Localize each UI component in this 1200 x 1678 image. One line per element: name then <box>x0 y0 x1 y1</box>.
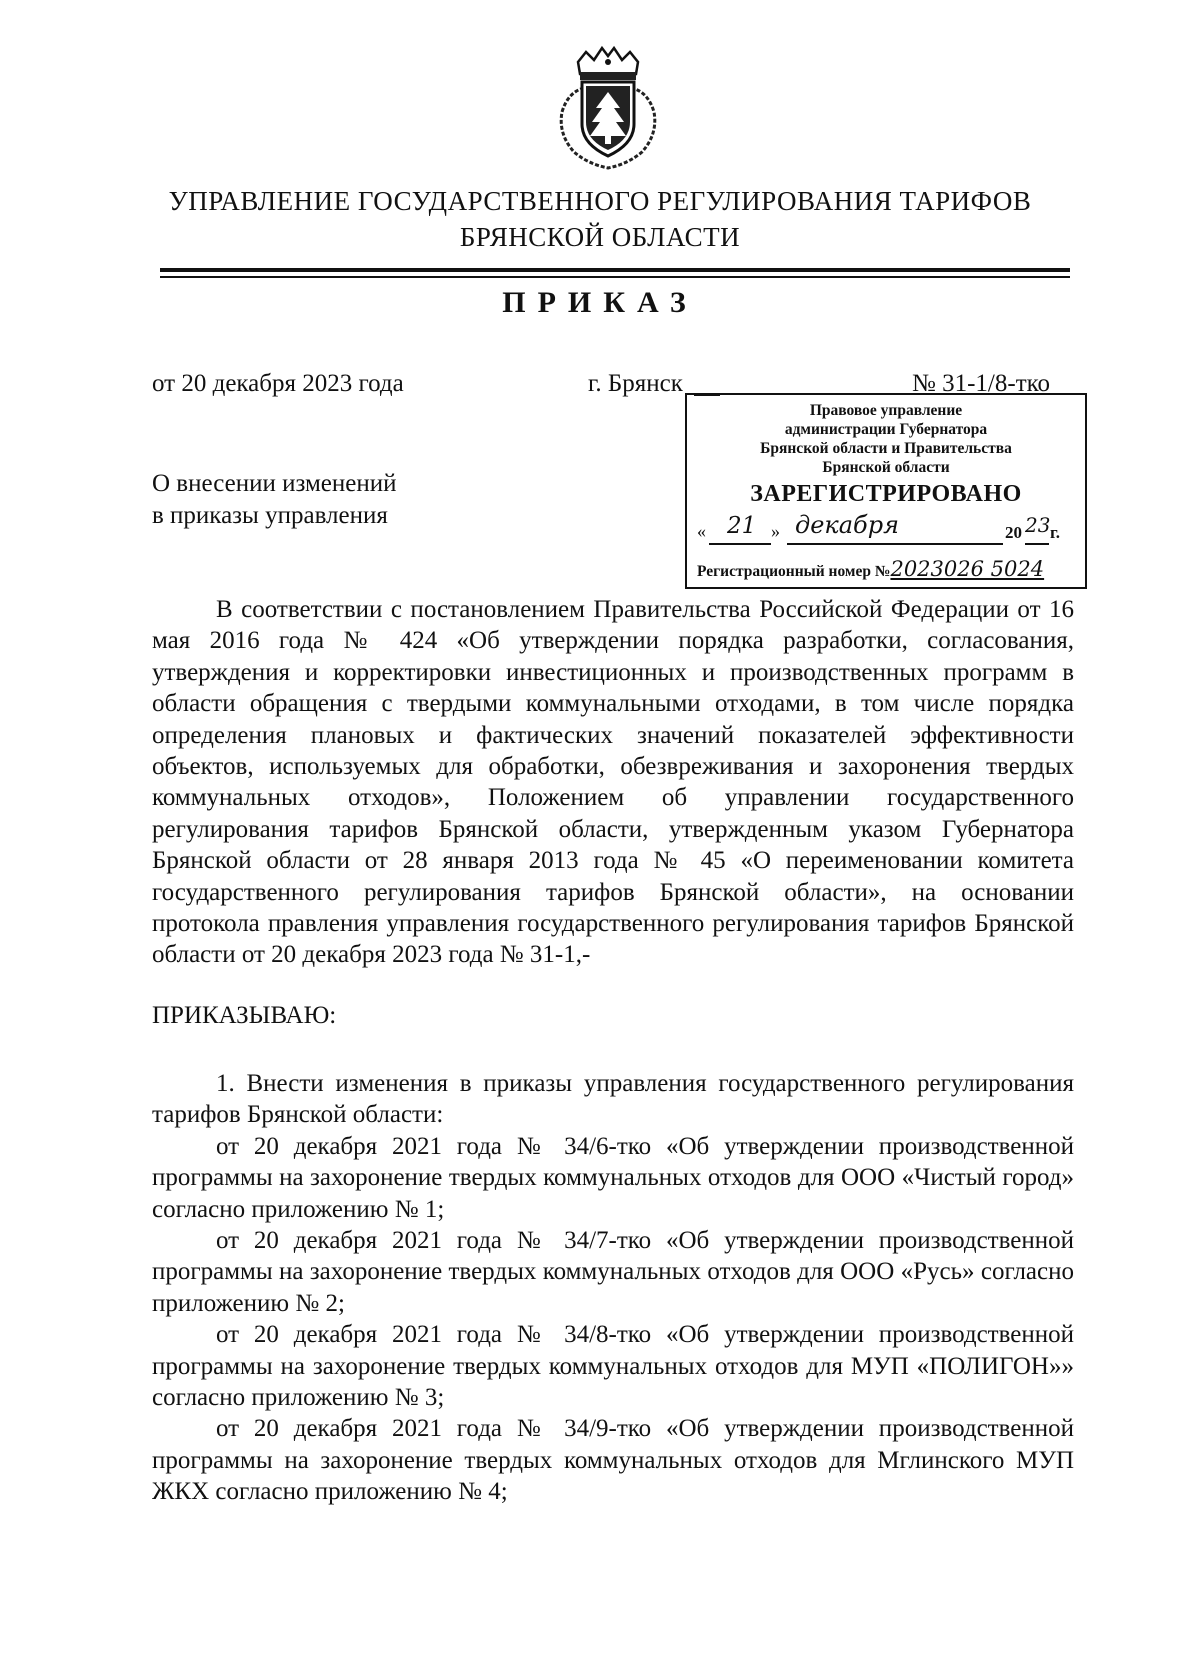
stamp-quote-close: » <box>771 521 780 541</box>
stamp-month-handwritten: декабря <box>795 511 899 539</box>
header-rule-thick <box>160 268 1070 272</box>
item1-sub4: от 20 декабря 2021 года № 34/9-тко «Об утверждении производственной программы на захоронение твердых коммунальных отходов для Мглинского МУП ЖКХ согласно приложению № 4; <box>152 1415 1074 1506</box>
stamp-reg-number-handwritten: 2023026 5024 <box>890 557 1045 581</box>
stamp-status: ЗАРЕГИСТРИРОВАНО <box>750 481 1022 507</box>
stamp-line3: Брянской области и Правительства <box>760 440 1012 457</box>
header-rule-thin <box>160 276 1070 278</box>
document-type-title: ПРИКАЗ <box>502 286 698 319</box>
item1-sub3: от 20 декабря 2021 года № 34/8-тко «Об утверждении производственной программы на захоронение твердых коммунальных отходов для МУП «ПОЛИГОН»» согласно приложению № 3; <box>152 1321 1074 1412</box>
stamp-day-handwritten: 21 <box>727 513 757 539</box>
organization-name-line2: БРЯНСКОЙ ОБЛАСТИ <box>459 222 741 252</box>
organization-name-line1: УПРАВЛЕНИЕ ГОСУДАРСТВЕННОГО РЕГУЛИРОВАНИЯ ТАРИФОВ <box>168 186 1032 216</box>
subject-line1: О внесении изменений <box>152 470 397 497</box>
item1-sub1: от 20 декабря 2021 года № 34/6-тко «Об утверждении производственной программы на захоронение твердых коммунальных отходов для ООО «Чистый город» согласно приложению № 1; <box>152 1132 1074 1223</box>
subject-line2: в приказы управления <box>152 502 388 529</box>
item1-intro: 1. Внести изменения в приказы управления государственного регулирования тарифов Брянской области: <box>152 1070 1074 1129</box>
stamp-line2: администрации Губернатора <box>784 421 988 438</box>
stamp-reg-label: Регистрационный номер № <box>697 563 891 580</box>
order-word: ПРИКАЗЫВАЮ: <box>152 1002 337 1029</box>
order-date: от 20 декабря 2023 года <box>152 370 404 397</box>
stamp-registration-number <box>697 557 1044 581</box>
stamp-date-line <box>687 509 1085 547</box>
order-city: г. Брянск <box>588 370 683 397</box>
item1-sub2: от 20 декабря 2021 года № 34/7-тко «Об утверждении производственной программы на захоронение твердых коммунальных отходов для ООО «Русь» согласно приложению № 2; <box>152 1227 1074 1317</box>
stamp-year-prefix: 20 <box>1005 523 1022 542</box>
stamp-quote-open: « <box>697 521 706 541</box>
order-subject <box>152 468 397 532</box>
preamble-paragraph: В соответствии с постановлением Правительства Российской Федерации от 16 мая 2016 года № 424 «Об утверждении порядка разработки, согласования, утверждения и корректировки инвестиционных и производственных программ в области обращения с твердыми коммунальными отходами, в том числе порядка определения плановых и фактических значений показателей эффективности объектов, используемых для обработки, обезвреживания и захоронения твердых коммунальных отходов», Положением об управлении государственного регулирования тарифов Брянской области, утвержденным указом Губернатора Брянской области от 28 января 2013 года № 45 «О переименовании комитета государственного регулирования тарифов Брянской области», на основании протокола правления управления государственного регулирования тарифов Брянской области от 20 декабря 2023 года № 31-1,- <box>152 596 1074 969</box>
coat-of-arms-icon <box>548 42 668 172</box>
order-number: № 31-1/8-тко <box>912 370 1051 397</box>
stamp-line4: Брянской области <box>822 459 950 476</box>
stamp-year-underline <box>1025 543 1049 545</box>
stamp-line1: Правовое управление <box>809 402 963 419</box>
stamp-year-suffix-handwritten: 23 <box>1025 513 1051 537</box>
order-items <box>152 1068 1074 1508</box>
stamp-day-underline <box>709 543 771 545</box>
registration-stamp <box>685 393 1087 589</box>
stamp-month-underline <box>787 543 1003 545</box>
stamp-year-mark: г. <box>1050 523 1061 542</box>
